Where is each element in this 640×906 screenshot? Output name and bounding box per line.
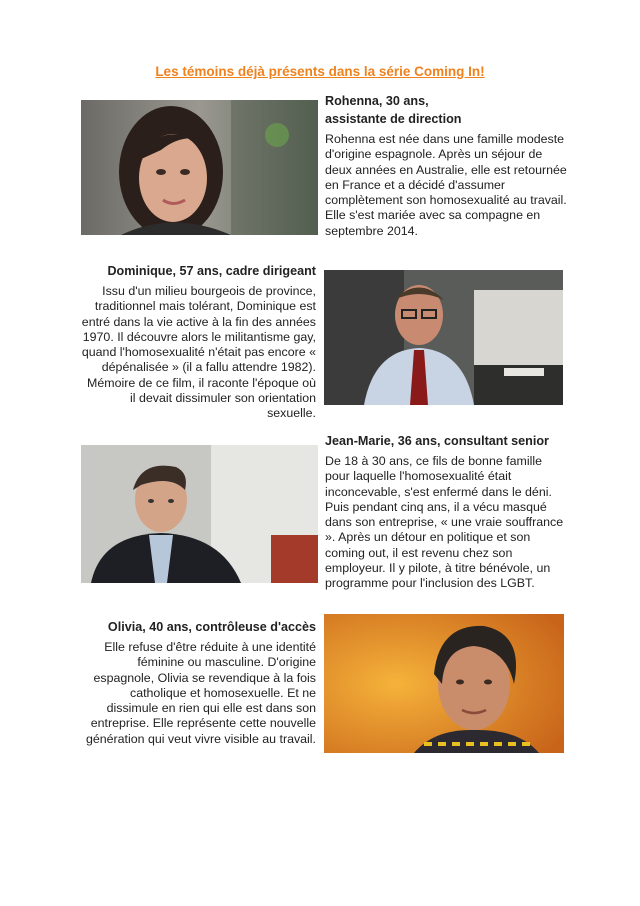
testimonial-dominique bbox=[80, 262, 316, 422]
testimonial-name: Rohenna, 30 ans, assistante de direction bbox=[325, 94, 462, 126]
testimonial-text: Issu d'un milieu bourgeois de province, traditionnel mais tolérant, Dominique est entré dans la vie active à la fin des années 1970. Il découvre alors le militantisme gay, quand l'homosexualité n'était pas encore « dépénalisée » (il a fallu attendre 1982). Mémoire de ce film, il raconte l'époque où il devait dissimuler son orientation sexuelle. bbox=[81, 284, 316, 421]
testimonial-text: De 18 à 30 ans, ce fils de bonne famille pour laquelle l'homosexualité était inconcevable, s'est enfermé dans le déni. Puis pendant cinq ans, il a vécu masqué dans son entreprise, « une vraie souffrance ». Après un détour en politique et son coming out, il est revenu chez son employeur. Il y pilote, à titre bénévole, un programme pour l'inclusion des LGBT. bbox=[325, 454, 564, 591]
testimonial-name: Jean-Marie, 36 ans, consultant senior bbox=[325, 434, 549, 448]
testimonial-name: Dominique, 57 ans, cadre dirigeant bbox=[107, 264, 316, 278]
testimonial-text: Rohenna est née dans une famille modeste d'origine espagnole. Après un séjour de deux années en Australie, elle est retournée en France et a décidé d'assumer complètement son homosexualité au travail. Elle s'est mariée avec sa compagne en septembre 2014. bbox=[325, 132, 567, 238]
testimonial-text: Elle refuse d'être réduite à une identité féminine ou masculine. D'origine espagnole, Olivia se revendique à la fois catholique et homosexuelle. Et ne dissimule en rien qui elle est dans son entreprise. Elle représente cette nouvelle génération qui veut vivre visible au travail. bbox=[85, 640, 316, 746]
portrait-dominique bbox=[324, 270, 563, 405]
portrait-jean-marie bbox=[81, 445, 318, 583]
portrait-rohenna bbox=[81, 100, 318, 235]
testimonial-olivia bbox=[80, 618, 316, 747]
testimonial-name: Olivia, 40 ans, contrôleuse d'accès bbox=[107, 620, 316, 634]
testimonial-jean-marie bbox=[325, 432, 565, 592]
page-title: Les témoins déjà présents dans la série Coming In! bbox=[155, 64, 485, 79]
testimonial-rohenna bbox=[325, 92, 570, 239]
portrait-olivia bbox=[324, 614, 564, 753]
